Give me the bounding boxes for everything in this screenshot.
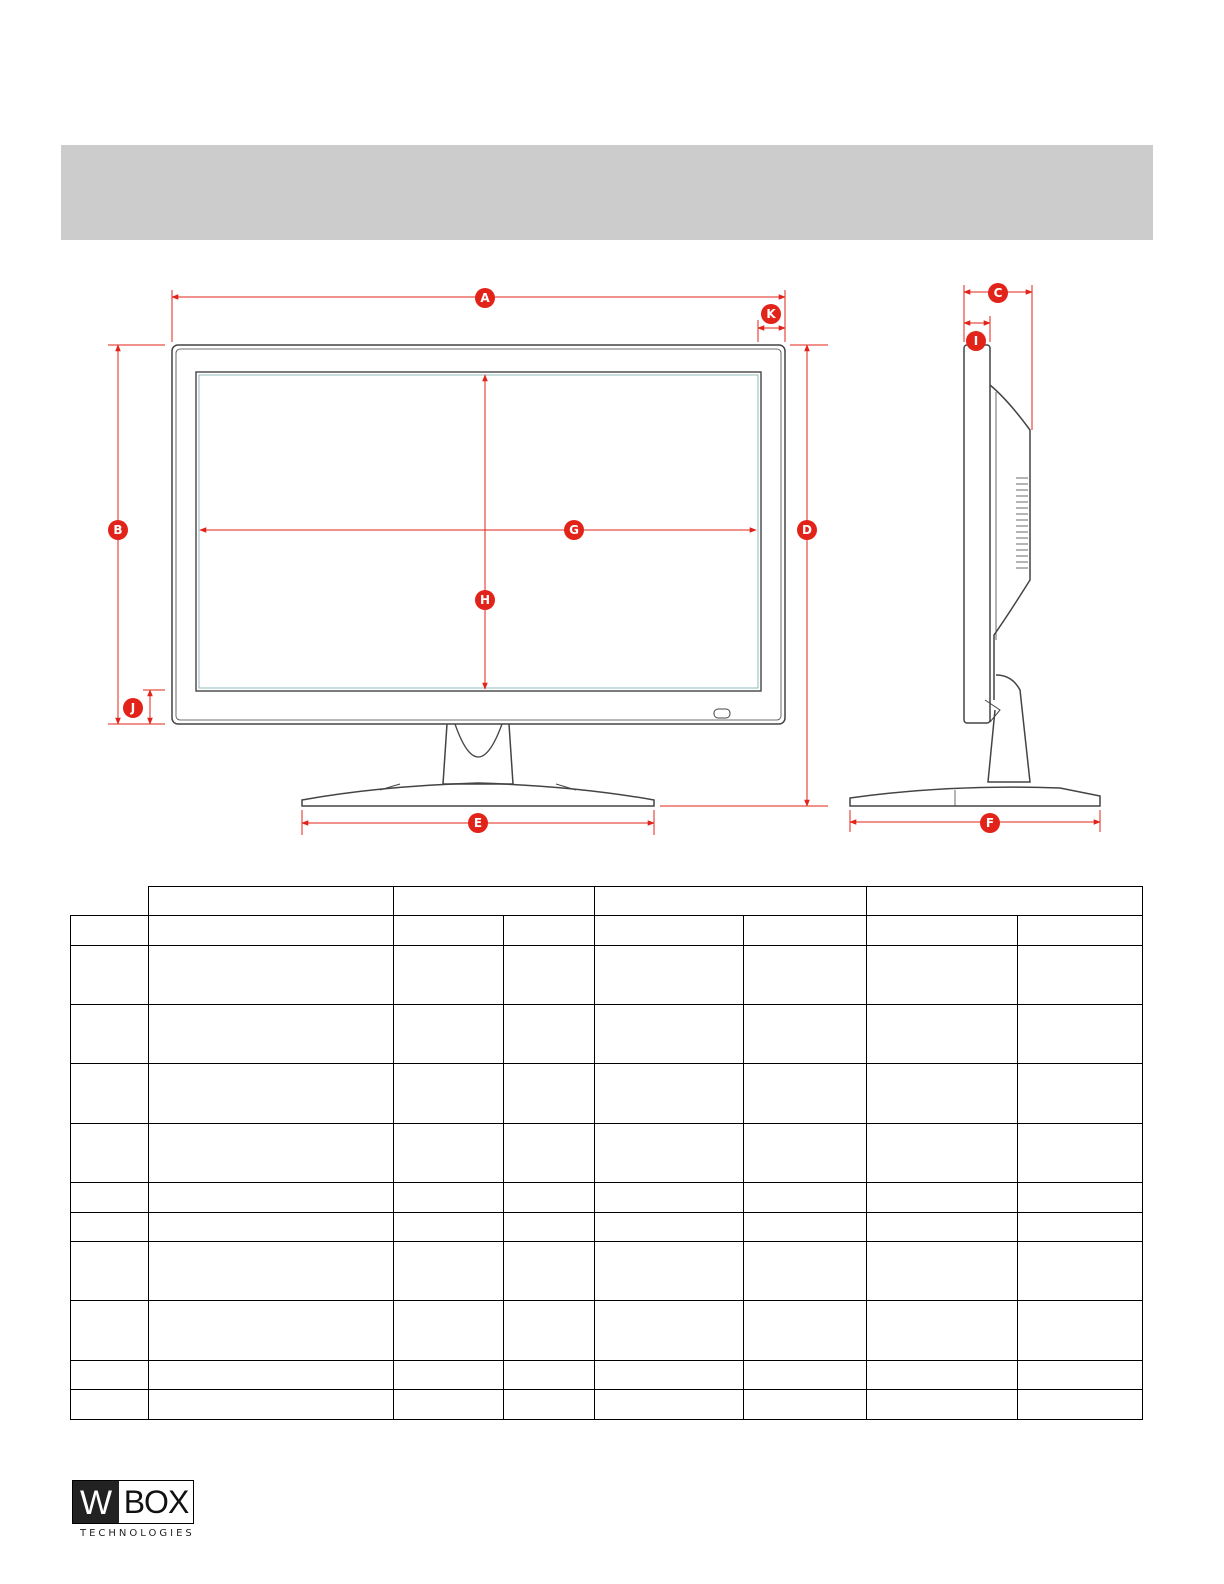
table-cell xyxy=(595,916,744,946)
table-cell xyxy=(149,1005,394,1064)
table-cell xyxy=(394,946,504,1005)
label-h: H xyxy=(479,593,491,607)
table-cell xyxy=(595,1124,744,1183)
table-cell xyxy=(504,1213,595,1242)
table-cell xyxy=(149,1183,394,1213)
table-cell xyxy=(71,946,149,1005)
table-cell xyxy=(744,1301,867,1361)
table-cell xyxy=(1018,1183,1143,1213)
table-cell xyxy=(149,1124,394,1183)
label-k: K xyxy=(766,307,776,321)
table-cell xyxy=(595,1361,744,1390)
table-cell xyxy=(71,1124,149,1183)
table-cell xyxy=(149,1242,394,1301)
table-cell xyxy=(595,1242,744,1301)
table-cell xyxy=(744,916,867,946)
group-header-cell xyxy=(595,887,867,916)
table-cell xyxy=(504,1005,595,1064)
label-a: A xyxy=(480,291,490,305)
table-cell xyxy=(394,1213,504,1242)
table-cell xyxy=(867,1361,1018,1390)
table-cell xyxy=(595,1213,744,1242)
label-j: J xyxy=(130,701,136,715)
table-cell xyxy=(867,916,1018,946)
table-cell xyxy=(394,1064,504,1124)
table-cell xyxy=(1018,946,1143,1005)
logo-mark xyxy=(72,1480,194,1524)
table-cell xyxy=(744,1213,867,1242)
table-row xyxy=(71,946,1143,1005)
dimension-spec-table xyxy=(70,886,1143,1420)
table-cell xyxy=(71,1183,149,1213)
logo-word: BOX xyxy=(123,1484,189,1520)
table-cell xyxy=(595,1005,744,1064)
side-view xyxy=(850,345,1100,806)
table-cell xyxy=(867,1005,1018,1064)
table-cell xyxy=(504,1124,595,1183)
table-cell xyxy=(71,1301,149,1361)
table-cell xyxy=(149,1301,394,1361)
wbox-logo xyxy=(72,1480,195,1539)
table-row xyxy=(71,1301,1143,1361)
table-cell xyxy=(867,1213,1018,1242)
table-cell xyxy=(149,1064,394,1124)
table-row xyxy=(71,1213,1143,1242)
table-cell xyxy=(595,1390,744,1420)
label-b: B xyxy=(113,523,123,537)
table-cell xyxy=(744,1124,867,1183)
table-cell xyxy=(1018,1361,1143,1390)
table-cell xyxy=(149,946,394,1005)
table-cell xyxy=(867,1183,1018,1213)
group-header-cell xyxy=(867,887,1143,916)
table-cell xyxy=(744,1005,867,1064)
table-cell xyxy=(595,1064,744,1124)
table-cell xyxy=(149,1361,394,1390)
table-cell xyxy=(595,946,744,1005)
label-c: C xyxy=(993,286,1003,300)
table-row xyxy=(71,1242,1143,1301)
table-cell xyxy=(71,1361,149,1390)
table-cell xyxy=(595,1301,744,1361)
table-cell xyxy=(1018,1005,1143,1064)
label-e: E xyxy=(473,816,483,830)
table-cell xyxy=(504,1064,595,1124)
table-cell xyxy=(71,1213,149,1242)
logo-subtitle: TECHNOLOGIES xyxy=(80,1528,195,1539)
table-cell xyxy=(394,916,504,946)
table-cell xyxy=(504,916,595,946)
table-row xyxy=(71,1064,1143,1124)
table-cell xyxy=(504,1183,595,1213)
table-cell xyxy=(744,946,867,1005)
label-f: F xyxy=(985,816,995,830)
group-header-cell xyxy=(149,887,394,916)
table-row xyxy=(71,1390,1143,1420)
table-cell xyxy=(867,946,1018,1005)
table-cell xyxy=(867,1301,1018,1361)
table-cell xyxy=(504,1242,595,1301)
table-group-header xyxy=(71,887,1143,916)
logo-letter: W xyxy=(73,1481,119,1523)
group-header-cell xyxy=(394,887,595,916)
table-cell xyxy=(1018,916,1143,946)
table-cell xyxy=(867,1390,1018,1420)
table-cell xyxy=(504,946,595,1005)
table-cell xyxy=(744,1361,867,1390)
table-cell xyxy=(71,1242,149,1301)
front-view xyxy=(172,345,785,806)
table-cell xyxy=(1018,1124,1143,1183)
table-cell xyxy=(867,1064,1018,1124)
table-cell xyxy=(1018,1390,1143,1420)
table-cell xyxy=(149,916,394,946)
table-row xyxy=(71,1361,1143,1390)
table-cell xyxy=(1018,1213,1143,1242)
table-row xyxy=(71,1124,1143,1183)
table-cell xyxy=(394,1242,504,1301)
table-cell xyxy=(744,1390,867,1420)
label-i: I xyxy=(973,334,979,348)
table-cell xyxy=(394,1361,504,1390)
table-cell xyxy=(744,1064,867,1124)
table-cell xyxy=(867,1242,1018,1301)
table-row xyxy=(71,1183,1143,1213)
table-cell xyxy=(504,1390,595,1420)
table-cell xyxy=(394,1301,504,1361)
table-cell xyxy=(1018,1064,1143,1124)
label-d: D xyxy=(802,523,812,537)
table-cell xyxy=(149,1390,394,1420)
table-cell xyxy=(71,916,149,946)
table-cell xyxy=(867,1124,1018,1183)
table-cell xyxy=(394,1124,504,1183)
table-cell xyxy=(71,887,149,916)
table-cell xyxy=(744,1242,867,1301)
table-cell xyxy=(71,1390,149,1420)
table-cell xyxy=(504,1301,595,1361)
table-cell xyxy=(71,1005,149,1064)
table-cell xyxy=(394,1183,504,1213)
table-sub-header xyxy=(71,916,1143,946)
table-row xyxy=(71,1005,1143,1064)
table-cell xyxy=(595,1183,744,1213)
label-g: G xyxy=(569,523,579,537)
table-cell xyxy=(504,1361,595,1390)
table-cell xyxy=(1018,1242,1143,1301)
table-cell xyxy=(394,1390,504,1420)
table-cell xyxy=(149,1213,394,1242)
table-cell xyxy=(71,1064,149,1124)
table-cell xyxy=(744,1183,867,1213)
table-cell xyxy=(1018,1301,1143,1361)
table-cell xyxy=(394,1005,504,1064)
